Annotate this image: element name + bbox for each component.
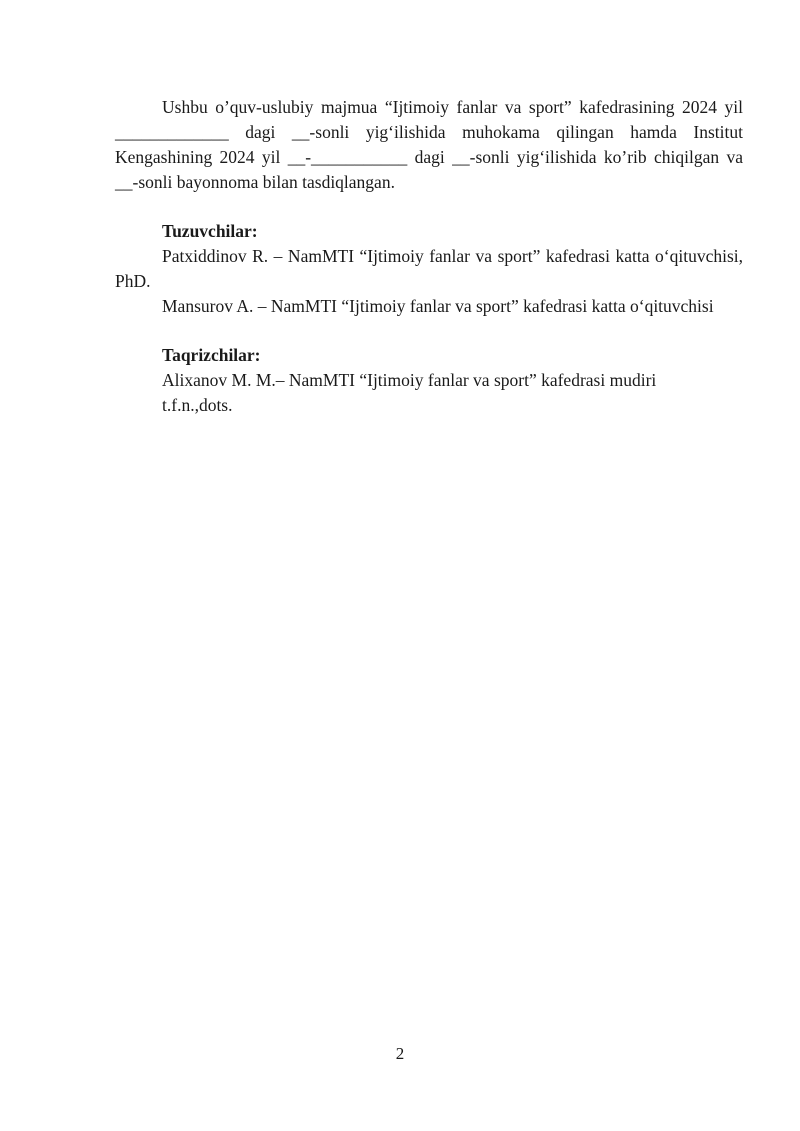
reviewer-degree: t.f.n.,dots. [162, 395, 233, 415]
reviewers-heading: Taqrizchilar: [162, 345, 261, 365]
spacer [115, 319, 743, 343]
reviewer-entry: Alixanov M. M.– NamMTI “Ijtimoiy fanlar va sport” kafedrasi mudiri [162, 370, 657, 390]
compiler-entry: Mansurov A. – NamMTI “Ijtimoiy fanlar va sport” kafedrasi katta o‘qituvchisi [162, 296, 714, 316]
page-content [115, 95, 743, 418]
spacer [115, 195, 743, 219]
page-number: 2 [395, 1044, 405, 1063]
compilers-heading: Tuzuvchilar: [162, 221, 258, 241]
compiler-entry: Patxiddinov R. – NamMTI “Ijtimoiy fanlar va sport” kafedrasi katta o‘qituvchisi, PhD. [115, 246, 743, 291]
intro-paragraph: Ushbu o’quv-uslubiy majmua “Ijtimoiy fanlar va sport” kafedrasining 2024 yil _____________ dagi __-sonli yig‘ilishida muhokama qilingan hamda Institut Kengashining 2024 yil __-___________ dagi __-sonli yig‘ilishida ko’rib chiqilgan va __-sonli bayonnoma bilan tasdiqlangan. [115, 97, 743, 192]
